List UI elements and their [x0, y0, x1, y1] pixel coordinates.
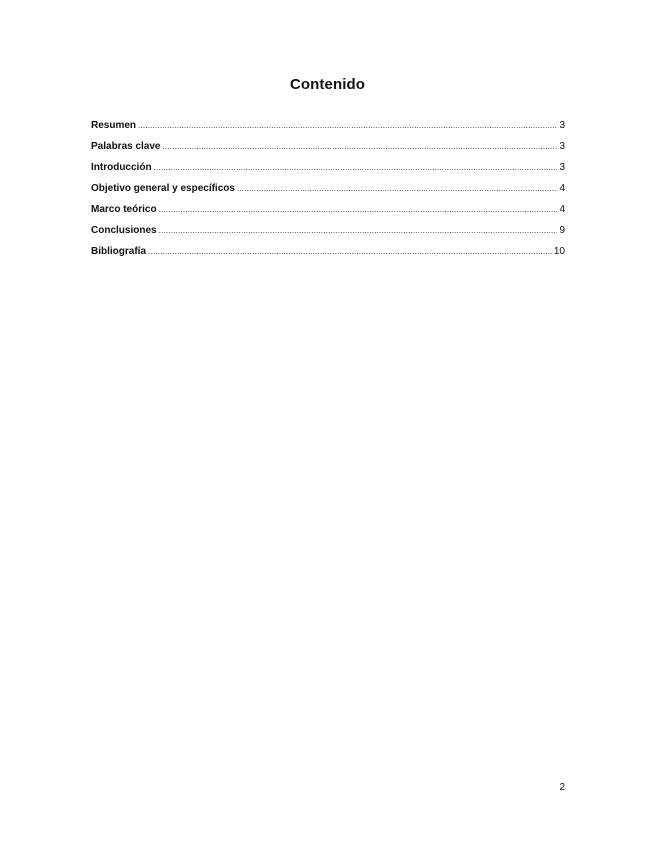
dot-leader: [159, 224, 558, 238]
dot-leader: [148, 245, 552, 259]
dot-leader: [138, 119, 557, 133]
toc-entry-label: Palabras clave: [91, 141, 161, 152]
toc-entry-label: Conclusiones: [91, 225, 157, 236]
toc-entry-label: Marco teórico: [91, 204, 157, 215]
toc-entry-marco-teorico[interactable]: [91, 203, 565, 224]
toc-entry-introduccion[interactable]: [91, 161, 565, 182]
toc-entry-bibliografia[interactable]: [91, 245, 565, 266]
toc-entry-page: 4: [559, 204, 565, 215]
page-number: 2: [559, 782, 565, 793]
table-of-contents: [91, 119, 565, 266]
toc-entry-label: Bibliografía: [91, 246, 147, 257]
toc-entry-page: 3: [559, 141, 565, 152]
toc-entry-page: 10: [553, 246, 565, 257]
toc-entry-page: 3: [559, 162, 565, 173]
toc-entry-label: Objetivo general y específicos: [91, 183, 235, 194]
toc-entry-label: Introducción: [91, 162, 152, 173]
dot-leader: [163, 140, 558, 154]
toc-entry-objetivos[interactable]: [91, 182, 565, 203]
toc-entry-label: Resumen: [91, 120, 137, 131]
dot-leader: [154, 161, 558, 175]
toc-title: Contenido: [289, 76, 366, 93]
dot-leader: [237, 182, 557, 196]
toc-entry-page: 3: [559, 120, 565, 131]
toc-entry-page: 9: [559, 225, 565, 236]
toc-entry-page: 4: [559, 183, 565, 194]
toc-entry-conclusiones[interactable]: [91, 224, 565, 245]
toc-entry-resumen[interactable]: [91, 119, 565, 140]
toc-entry-palabras-clave[interactable]: [91, 140, 565, 161]
dot-leader: [159, 203, 558, 217]
